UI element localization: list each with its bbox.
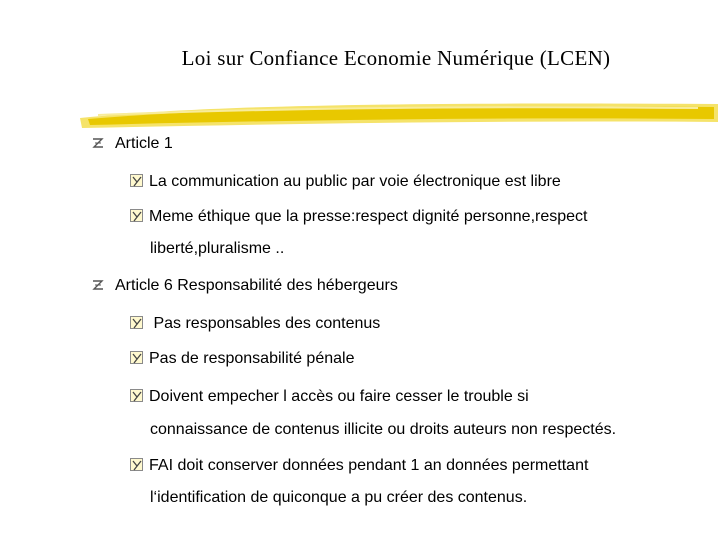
list-item-text: Meme éthique que la presse:respect dignité personne,respect [149, 208, 588, 225]
list-item-text: Article 6 Responsabilité des hébergeurs [115, 277, 398, 294]
list-item [130, 314, 380, 334]
z-bullet-icon [92, 279, 104, 291]
list-item-text: Pas de responsabilité pénale [149, 350, 355, 367]
y-bullet-icon [130, 174, 143, 187]
list-item [130, 172, 561, 192]
list-item-continuation: l‘identification de quiconque a pu créer des contenus. [150, 489, 528, 506]
list-item-continuation: connaissance de contenus illicite ou droits auteurs non respectés. [150, 421, 617, 438]
list-item-text: Doivent empecher l accès ou faire cesser le trouble si [149, 388, 529, 405]
list-item [130, 207, 587, 227]
highlighter-swoosh [78, 98, 720, 132]
list-item [92, 134, 173, 154]
z-bullet-icon [92, 137, 104, 149]
list-item-text: FAI doit conserver données pendant 1 an données permettant [149, 457, 589, 474]
list-item-continuation: liberté,pluralisme .. [150, 240, 285, 257]
slide-title: Loi sur Confiance Economie Numérique (LCEN) [181, 46, 611, 70]
list-item-text: Article 1 [115, 135, 173, 152]
y-bullet-icon [130, 389, 143, 402]
y-bullet-icon [130, 458, 143, 471]
list-item [130, 349, 354, 369]
list-item [130, 456, 588, 476]
y-bullet-icon [130, 316, 143, 329]
y-bullet-icon [130, 351, 143, 364]
list-item-text: Pas responsables des contenus [149, 315, 381, 332]
list-item-text: La communication au public par voie électronique est libre [149, 173, 561, 190]
list-item [92, 276, 398, 296]
y-bullet-icon [130, 209, 143, 222]
list-item [130, 387, 529, 407]
